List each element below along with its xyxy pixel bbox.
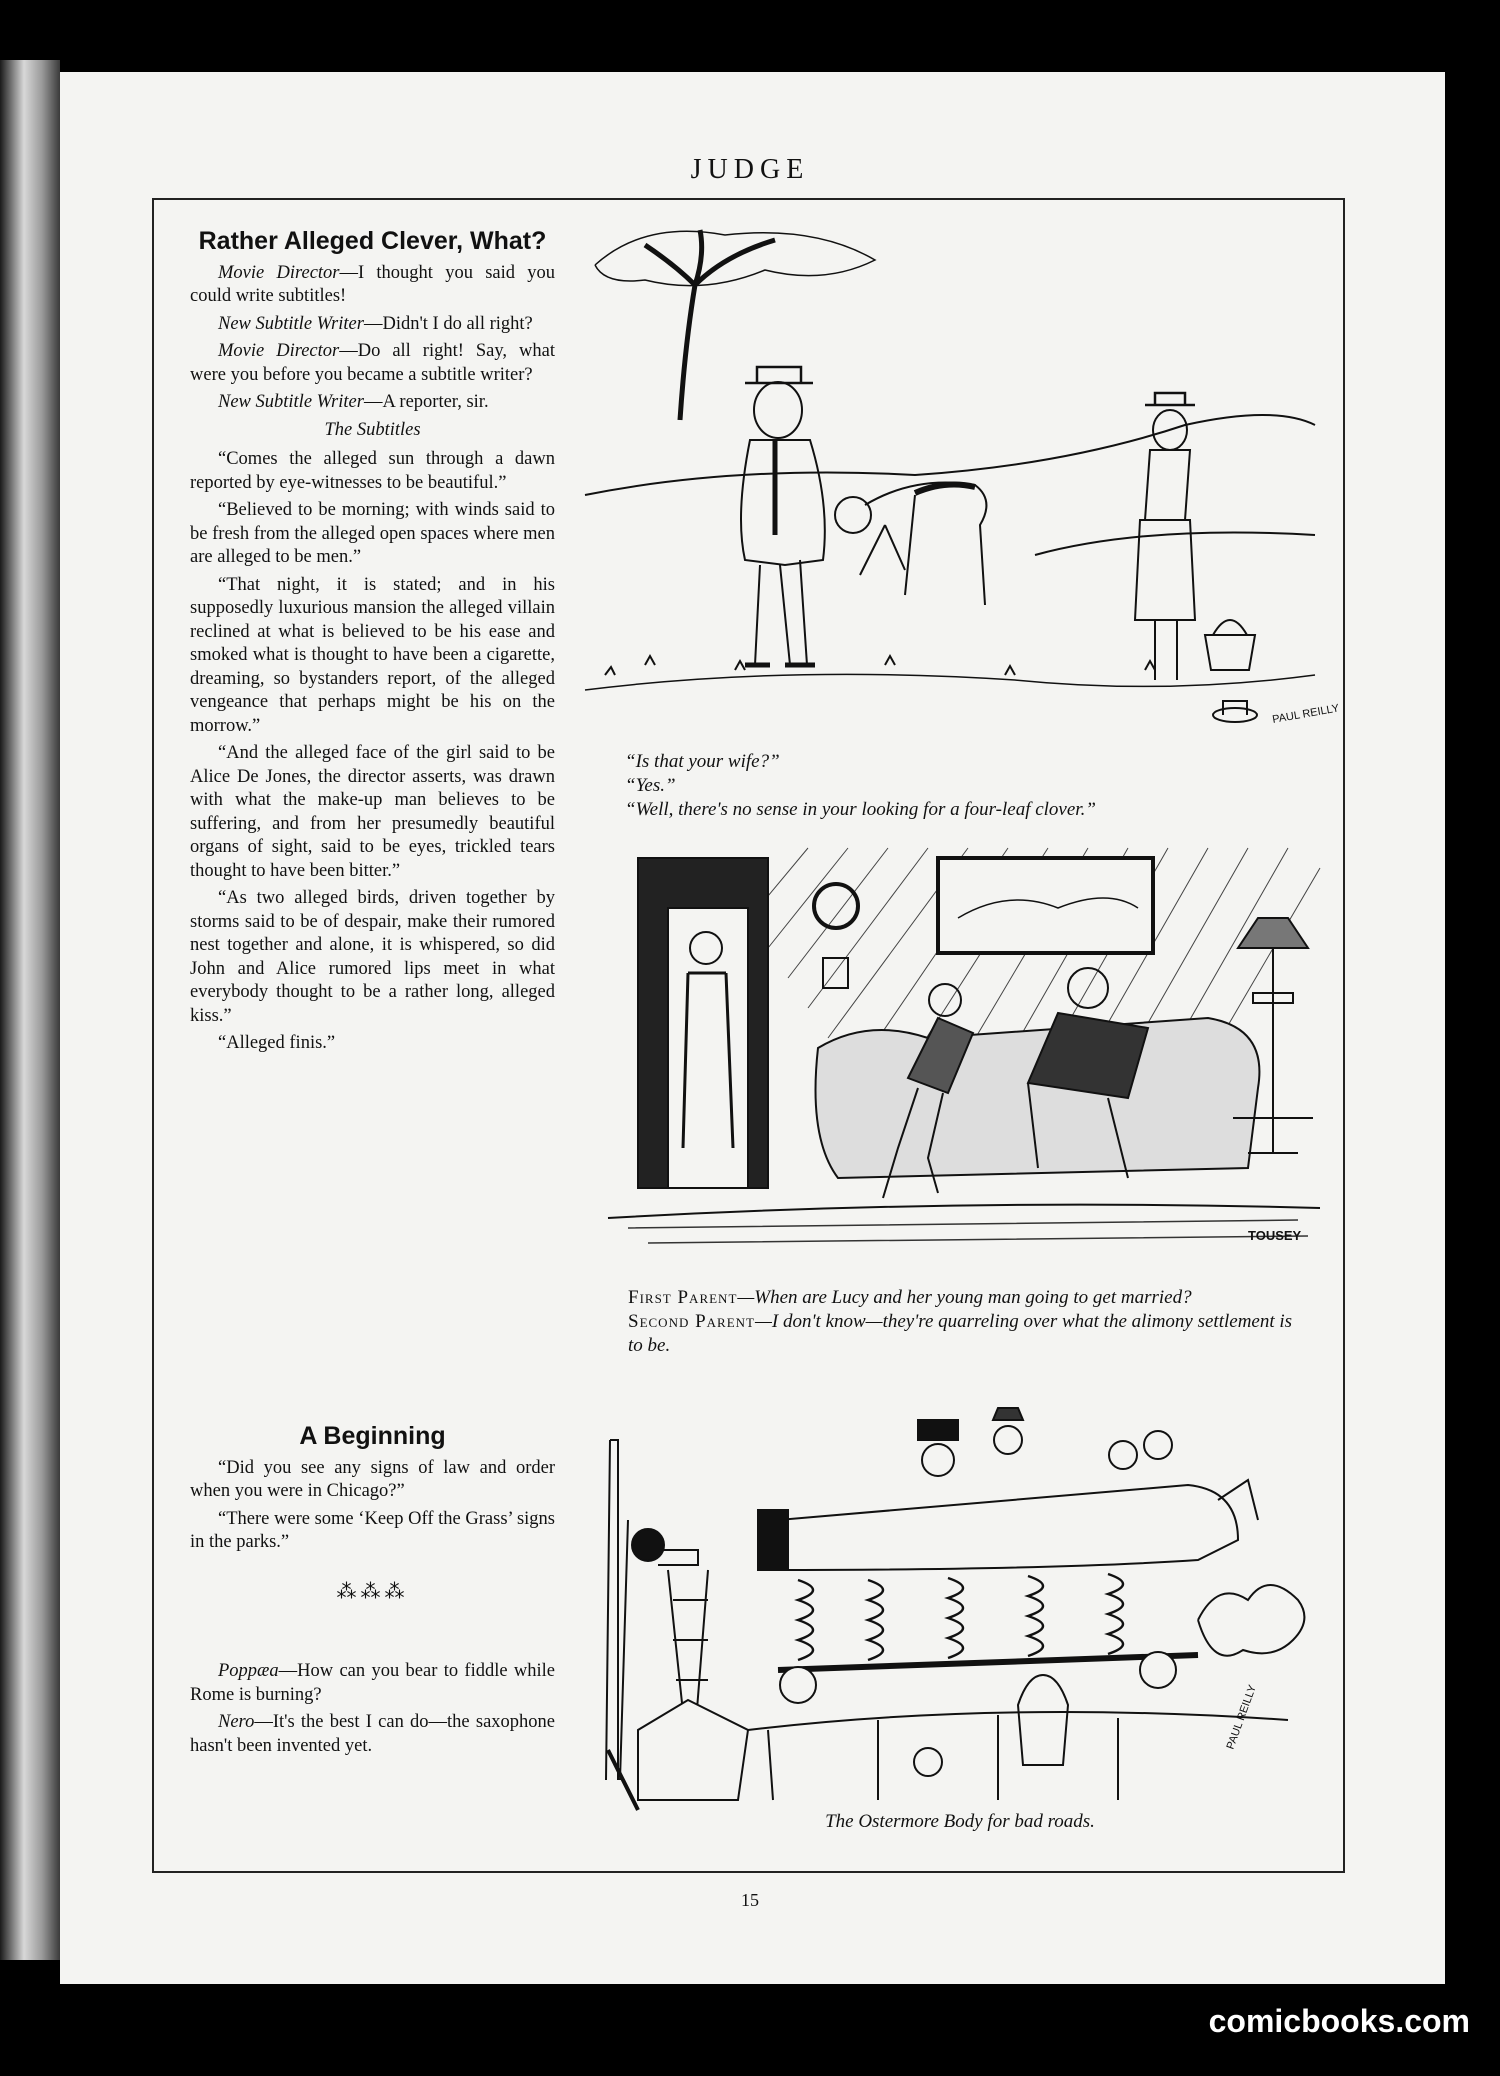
- caption-line: Second Parent—I don't know—they're quarreling over what the alimony settlement is to be.: [628, 1311, 1293, 1356]
- caption-line: “Well, there's no sense in your looking for a four-leaf clover.”: [625, 799, 1096, 820]
- cartoon-parlor-caption: [628, 1286, 1300, 1358]
- cartoon-parlor-illustration: [608, 848, 1320, 1258]
- article-title: Rather Alleged Clever, What?: [198, 227, 547, 255]
- watermark: comicbooks.com: [1208, 2003, 1470, 2039]
- dialogue-line: Nero—It's the best I can do—the saxophone hasn't been invented yet.: [190, 1712, 555, 1756]
- caption-line: First Parent—When are Lucy and her young man going to get married?: [628, 1287, 1192, 1308]
- joke-paragraph: “There were some ‘Keep Off the Grass’ signs in the parks.”: [190, 1508, 555, 1552]
- cartoon-clover-illustration: [585, 225, 1341, 750]
- article-rather-alleged-clever: [190, 227, 555, 1060]
- caption-line: “Yes.”: [625, 775, 676, 796]
- subtitle-paragraph: “As two alleged birds, driven together by storms said to be of despair, make their rumored nest together and alone, it is whispered, so did John and Alice rumored lips meet in what everybody thought to be a rather long, alleged kiss.”: [190, 888, 555, 1026]
- artist-signature: PAUL REILLY: [1224, 1683, 1259, 1752]
- cartoon-ostermore-car-illustration: [598, 1400, 1318, 1810]
- article-a-beginning: [190, 1422, 555, 1762]
- dialogue-line: New Subtitle Writer—Didn't I do all right?: [218, 313, 533, 334]
- subheading: The Subtitles: [324, 419, 421, 440]
- dialogue-line: Poppæa—How can you bear to fiddle while Rome is burning?: [190, 1661, 555, 1705]
- cartoon-ostermore-caption: The Ostermore Body for bad roads.: [825, 1811, 1095, 1832]
- subtitle-paragraph: “Alleged finis.”: [218, 1033, 336, 1053]
- subtitle-paragraph: “And the alleged face of the girl said to be Alice De Jones, the director asserts, was drawn with what the make-up man believes to be suffering, and from her presumedly beautiful organs of sight, said to be eyes, trickled tears thought to have been bitter.”: [190, 743, 555, 881]
- subtitle-paragraph: “Comes the alleged sun through a dawn reported by eye-witnesses to be beautiful.”: [190, 449, 555, 493]
- artist-signature: PAUL REILLY: [1271, 702, 1341, 726]
- subtitle-paragraph: “That night, it is stated; and in his supposedly luxurious mansion the alleged villain reclined at what is believed to be his ease and smoked what is thought to have been a cigarette, dreaming, so bystanders report, of the alleged vengeance that perhaps might be his on the morrow.”: [190, 574, 555, 736]
- dialogue-line: New Subtitle Writer—A reporter, sir.: [218, 392, 489, 412]
- book-binding-edge: [0, 60, 60, 1960]
- article-title: A Beginning: [299, 1422, 446, 1450]
- ornament-divider: ⁂⁂⁂: [336, 1580, 409, 1603]
- joke-paragraph: “Did you see any signs of law and order when you were in Chicago?”: [190, 1457, 555, 1501]
- artist-signature: TOUSEY: [1248, 1228, 1302, 1243]
- dialogue-line: Movie Director—I thought you said you could write subtitles!: [190, 262, 555, 306]
- subtitle-paragraph: “Believed to be morning; with winds said to be fresh from the alleged open spaces where men are alleged to be men.”: [190, 500, 555, 567]
- cartoon-clover-caption: [625, 750, 1325, 822]
- dialogue-line: Movie Director—Do all right! Say, what were you before you became a subtitle writer?: [190, 341, 555, 385]
- caption-line: “Is that your wife?”: [625, 751, 780, 772]
- page-number: 15: [741, 1890, 759, 1910]
- running-head: JUDGE: [690, 154, 810, 185]
